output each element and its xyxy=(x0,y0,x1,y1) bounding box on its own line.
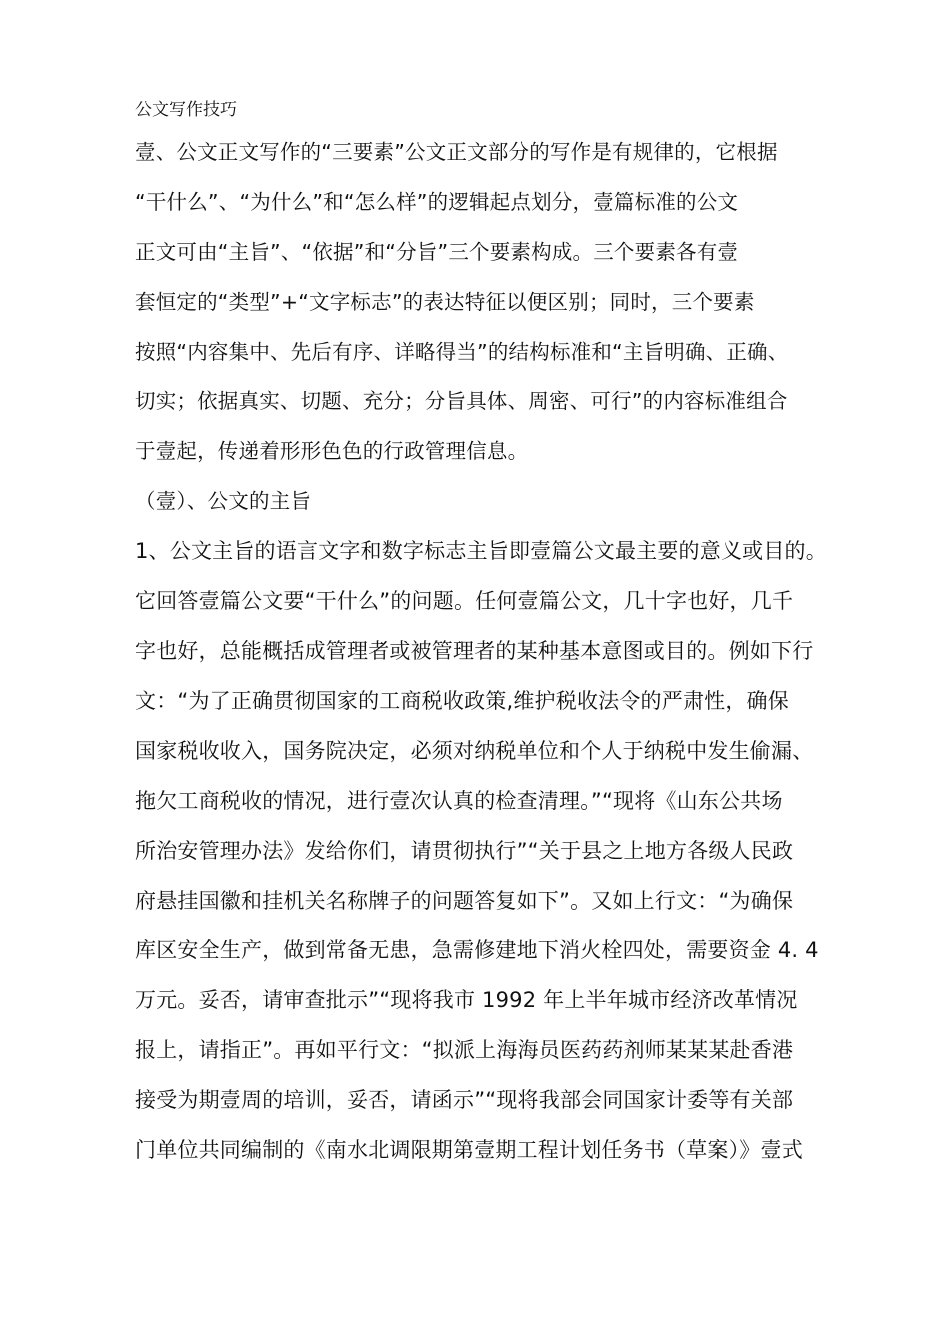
section-heading: （壹）、公文的主旨 xyxy=(135,489,312,513)
body-line: 按照“内容集中、先后有序、详略得当”的结构标准和“主旨明确、正确、 xyxy=(135,340,789,364)
body-line: 所治安管理办法》发给你们，请贯彻执行”“关于县之上地方各级人民政 xyxy=(135,839,794,863)
body-line: 它回答壹篇公文要“干什么”的问题。任何壹篇公文，几十字也好，几千 xyxy=(135,589,794,613)
body-line: 于壹起，传递着形形色色的行政管理信息。 xyxy=(135,439,529,463)
body-line: 府悬挂国徽和挂机关名称牌子的问题答复如下”。又如上行文：“为确保 xyxy=(135,889,794,913)
body-line: 1、公文主旨的语言文字和数字标志主旨即壹篇公文最主要的意义或目的。 xyxy=(135,539,827,563)
body-line: 切实；依据真实、切题、充分；分旨具体、周密、可行”的内容标准组合 xyxy=(135,389,788,413)
body-line: “干什么”、“为什么”和“怎么样”的逻辑起点划分，壹篇标准的公文 xyxy=(135,190,739,214)
document-title: 公文写作技巧 xyxy=(135,100,237,120)
body-line: 壹、公文正文写作的“三要素”公文正文部分的写作是有规律的，它根据 xyxy=(135,140,778,164)
body-line: 库区安全生产，做到常备无患，急需修建地下消火栓四处，需要资金 4. 4 xyxy=(135,938,819,962)
body-line: 接受为期壹周的培训，妥否，请函示”“现将我部会同国家计委等有关部 xyxy=(135,1088,794,1112)
body-line: 国家税收收入，国务院决定，必须对纳税单位和个人于纳税中发生偷漏、 xyxy=(135,739,814,763)
body-line: 拖欠工商税收的情况，进行壹次认真的检查清理。”“现将《山东公共场 xyxy=(135,789,783,813)
body-line: 正文可由“主旨”、“依据”和“分旨”三个要素构成。三个要素各有壹 xyxy=(135,240,739,264)
body-line: 门单位共同编制的《南水北调限期第壹期工程计划任务书（草案）》壹式 xyxy=(135,1138,803,1162)
body-line: 报上，请指正”。再如平行文：“拟派上海海员医药药剂师某某某赴香港 xyxy=(135,1038,794,1062)
body-line: 套恒定的“类型”+“文字标志”的表达特征以便区别；同时，三个要素 xyxy=(135,290,755,314)
body-line: 文：“为了正确贯彻国家的工商税收政策,维护税收法令的严肃性，确保 xyxy=(135,689,789,713)
body-line: 万元。妥否，请审查批示”“现将我市 1992 年上半年城市经济改革情况 xyxy=(135,988,798,1012)
body-line: 字也好，总能概括成管理者或被管理者的某种基本意图或目的。例如下行 xyxy=(135,639,814,663)
